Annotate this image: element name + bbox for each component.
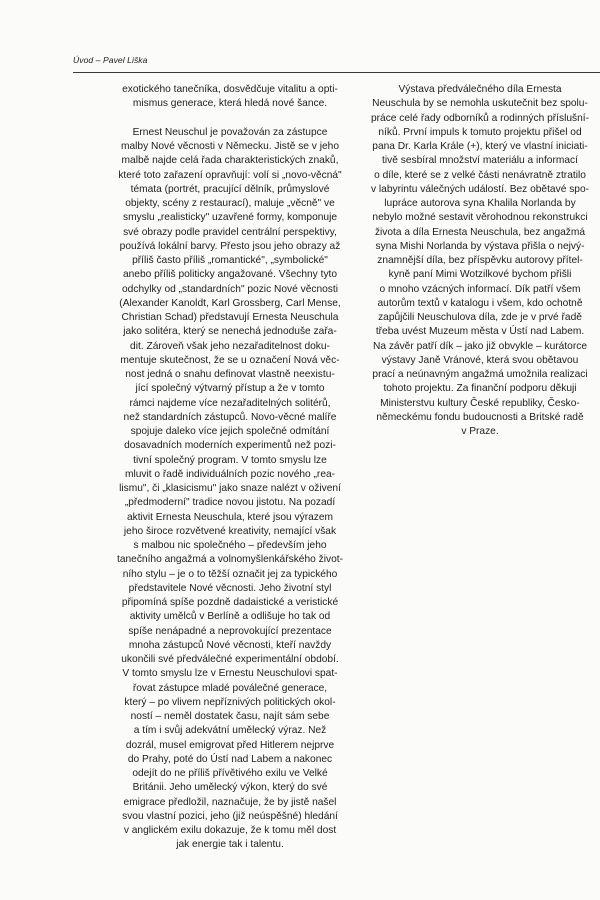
text-line: používá lokální barvy. Přesto jsou jeho obrazy až bbox=[119, 240, 341, 252]
text-line: jako solitéra, který se nenechá jednoduše zařa- bbox=[123, 326, 337, 338]
text-line: dit. Zároveň však jeho nezařaditelnost doku- bbox=[130, 340, 330, 352]
right-paragraph-1 bbox=[330, 83, 600, 439]
text-line: tanečního angažmá a volnomyšlenkářského život- bbox=[117, 554, 343, 566]
text-line: aktivity umělců v Berlíně a odlišuje ho tak od bbox=[129, 611, 331, 623]
text-line: jící společný výtvarný přístup a že v tomto bbox=[135, 383, 325, 395]
text-line: ukončili své předválečné experimentální období. bbox=[121, 654, 339, 666]
text-line: do Prahy, poté do Ústí nad Labem a nakonec bbox=[127, 753, 333, 765]
text-line: ního stylu – je o to těžší označit jej za typického bbox=[122, 568, 338, 580]
text-line: rámci najdeme více nezařaditelných solitérů, bbox=[129, 397, 331, 409]
text-line: představitele Nové věcnosti. Jeho životní styl bbox=[128, 582, 332, 594]
text-line: „předmoderní" tradice novou jistotu. Na pozadí bbox=[124, 497, 336, 509]
text-line: exotického tanečníka, dosvědčuje vitalitu a opti- bbox=[122, 84, 338, 95]
text-line: emigrace předložil, naznačuje, že by jistě našel bbox=[123, 796, 337, 808]
text-line: ností – neměl dostatek času, najít sám sebe bbox=[130, 711, 330, 723]
text-line: dozrál, musel emigrovat před Hitlerem nejprve bbox=[125, 739, 335, 751]
text-line: mismus generace, která hledá nové šance. bbox=[132, 98, 328, 110]
text-line: než standardních zástupců. Novo-věcné malíře bbox=[123, 411, 337, 423]
text-line: anebo příliš politicky angažované. Všechny tyto bbox=[122, 269, 338, 281]
text-line: života a díla Ernesta Neuschula, bez angažmá bbox=[374, 226, 586, 238]
running-head: Úvod – Pavel Liška bbox=[73, 55, 148, 65]
text-line: (Alexander Kanoldt, Karl Grossberg, Carl Mense, bbox=[119, 297, 341, 309]
text-line: mnoha zástupců Nové věcnosti, kteří navždy bbox=[128, 639, 332, 651]
text-line: Ministerstvu kultury České republiky, Česko- bbox=[380, 397, 580, 409]
right-column bbox=[330, 83, 600, 439]
text-line: v labyrintu válečných událostí. Bez obětavé spo- bbox=[370, 183, 590, 195]
text-line: prací a neúnavným angažmá umožnila realizaci bbox=[372, 369, 588, 380]
text-line: mentuje skutečnost, že se u označení Nová věc- bbox=[120, 354, 340, 366]
header-rule bbox=[73, 72, 600, 73]
text-line: německému fondu budoucnosti a Britské radě bbox=[376, 411, 584, 423]
text-line: připomíná spíše pozdně dadaistické a veristické bbox=[121, 597, 339, 609]
text-line: jeho široce rozvětvené kreativity, nemající však bbox=[123, 525, 337, 537]
text-line: Výstava předválečného díla Ernesta bbox=[398, 84, 562, 95]
text-line: Na závěr patří dík – jako již obvykle – kurátorce bbox=[372, 340, 588, 352]
text-line: mluvit o řadě individuálních pozic nového „rea- bbox=[124, 468, 336, 480]
text-line: Ernest Neuschul je považován za zástupce bbox=[132, 126, 328, 138]
text-line: tohoto projektu. Za finanční podporu děkuji bbox=[383, 383, 577, 395]
text-line: Christian Schad) představují Ernesta Neuschula bbox=[121, 312, 339, 324]
text-line: smyslu „realisticky" uzavřené formy, komponuje bbox=[122, 212, 338, 224]
text-line: výstavy Janě Vránové, která svou obětavou bbox=[381, 354, 579, 366]
text-line: nebylo možné sestavit věrohodnou rekonstrukci bbox=[372, 212, 588, 224]
text-line: o mnoho vzácných informací. Dík patří všem bbox=[379, 283, 581, 295]
text-line: syna Mishi Norlanda by výstava přišla o nejvý- bbox=[375, 240, 585, 252]
text-line: aktivit Ernesta Neuschula, které jsou výrazem bbox=[126, 511, 334, 523]
text-line: v anglickém exilu dokazuje, že k tomu měl dost bbox=[123, 825, 337, 837]
text-line: V tomto smyslu lze v Ernestu Neuschulovi spat- bbox=[122, 668, 338, 680]
text-line: znamnější díla, bez příspěvku autorovy přítel- bbox=[377, 255, 583, 266]
text-line: kyně paní Mimi Wotzilkové bychom přišli bbox=[388, 269, 572, 281]
text-line: odchylky od „standardních" pozic Nové věcnosti bbox=[122, 283, 338, 295]
text-line: spojuje daleko více jejich společné odmítání bbox=[130, 426, 330, 438]
text-line: s malbou nic společného – především jeho bbox=[133, 540, 327, 552]
text-line: témata (portrét, pracující dělník, průmyslové bbox=[130, 183, 330, 195]
text-line: práce celé řady odborníků a rodinných příslušní- bbox=[370, 112, 590, 124]
text-line: dosavadních moderních experimentů než pozi- bbox=[124, 440, 336, 452]
text-line: příliš často příliš „romantické", „symbolické" bbox=[132, 255, 328, 267]
text-line: malby Nové věcnosti v Německu. Jistě se v jeho bbox=[121, 141, 339, 153]
text-line: pana Dr. Karla Krále (+), který ve vlastní iniciati- bbox=[372, 141, 588, 152]
text-line: lismu", či „klasicismu" jako snaze nalézt v oživení bbox=[119, 483, 341, 495]
text-line: odejít do ne příliš přívětivého exilu ve Velké bbox=[132, 768, 328, 780]
text-line: autorům textů v katalogu i všem, kdo ochotně bbox=[377, 297, 583, 309]
text-line: který – po vlivem nepříznivých politických okol- bbox=[124, 696, 336, 708]
text-line: nost jedná o snahu definovat vlastně neexistu- bbox=[125, 369, 335, 381]
text-line: tivě sesbíral množství materiálu a informací bbox=[382, 155, 578, 167]
text-line: svou vlastní pozici, jeho (již neúspěšné) hledání bbox=[122, 810, 338, 822]
text-line: níků. První impuls k tomuto projektu přišel od bbox=[378, 126, 582, 138]
text-line: Neuschula by se nemohla uskutečnit bez spolu- bbox=[372, 98, 588, 110]
text-line: o díle, které se z velké části nenávratně ztratilo bbox=[374, 169, 586, 181]
text-line: malbě najde celá řada charakteristických znaků, bbox=[121, 155, 339, 167]
text-line: spíše nenápadné a neprovokující prezentace bbox=[128, 625, 332, 637]
text-line: tivní společný program. V tomto smyslu lze bbox=[133, 454, 327, 466]
text-line: Británii. Jeho umělecký výkon, který do své bbox=[132, 782, 328, 794]
text-line: lupráce autorova syna Khalila Norlanda by bbox=[384, 198, 576, 209]
text-line: jak energie tak i talentu. bbox=[176, 839, 284, 851]
text-line: v Praze. bbox=[461, 426, 499, 437]
text-line: objekty, scény z restaurací), maluje „věcně" ve bbox=[125, 198, 335, 210]
text-line: a tím i svůj adekvátní umělecký výraz. Než bbox=[133, 725, 327, 737]
text-line: které toto zařazení opravňují: volí si „novo-věcná" bbox=[118, 169, 342, 181]
text-line: třeba uvést Muzeum města v Ústí nad Labem. bbox=[375, 326, 585, 338]
text-line: zapůjčili Neuschulova díla, zde je v prvé řadě bbox=[378, 312, 582, 323]
text-line: své obrazy podle pravidel centrální perspektivy, bbox=[123, 226, 337, 238]
text-line: řovat zástupce mladé poválečné generace, bbox=[132, 682, 328, 694]
